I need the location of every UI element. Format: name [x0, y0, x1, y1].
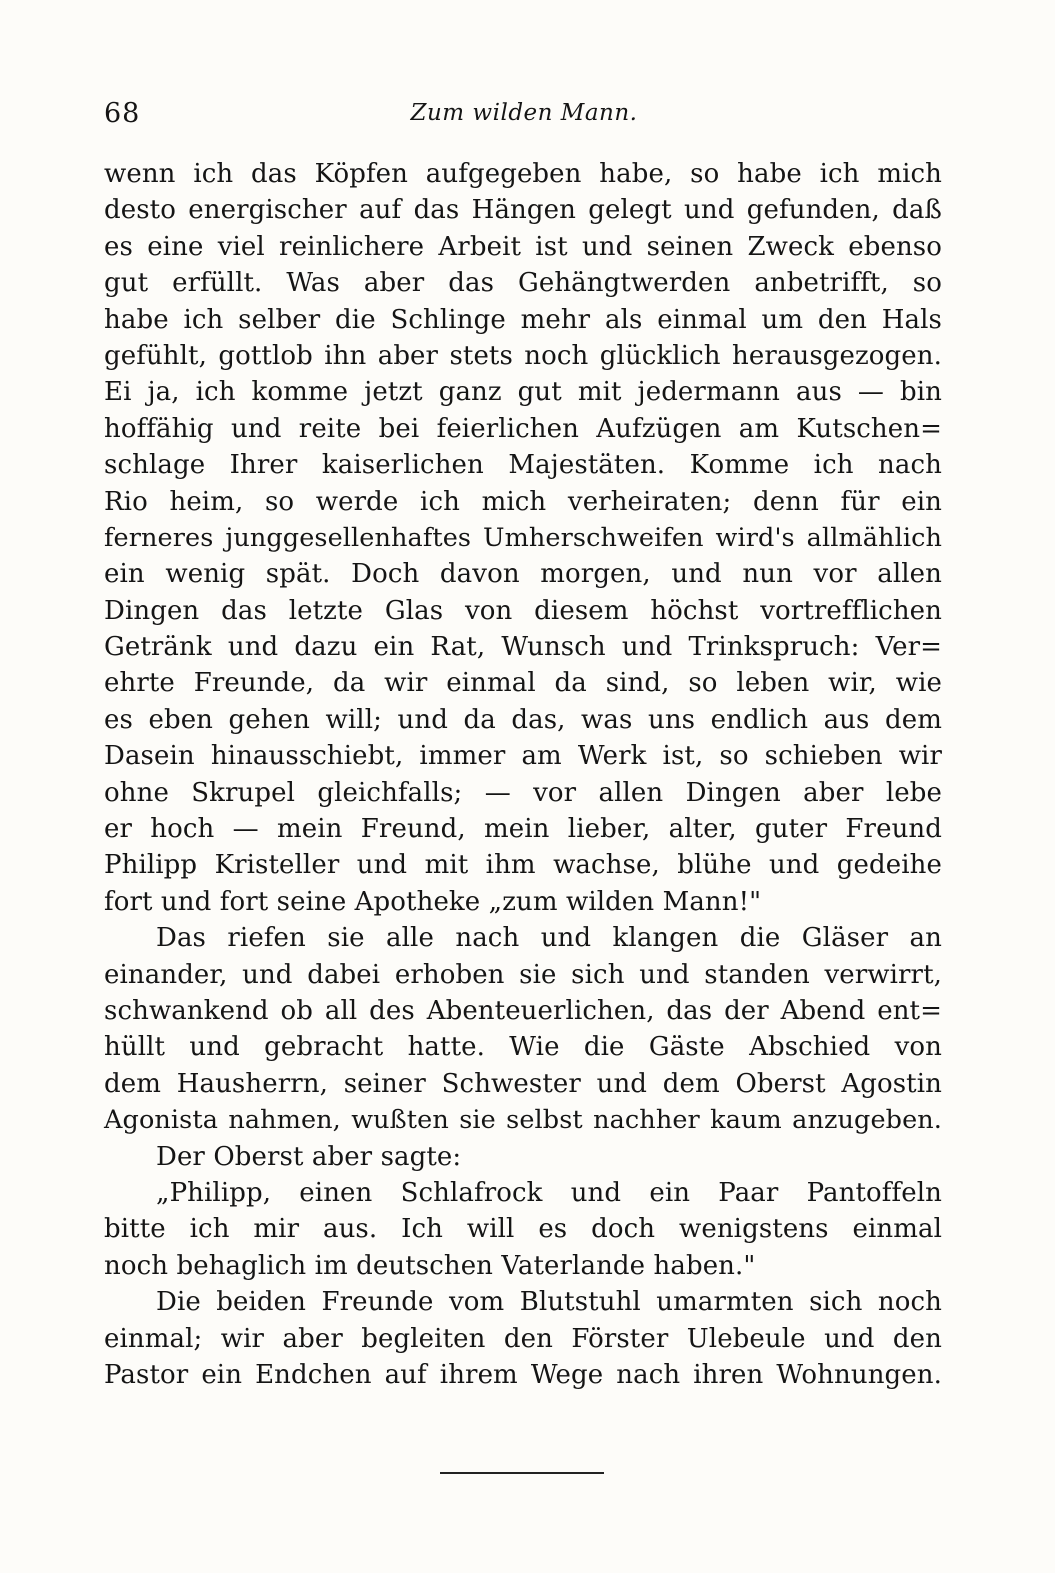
text-line: Die beiden Freunde vom Blutstuhl umarmten sich noch — [156, 1287, 942, 1318]
text-line: Ei ja, ich komme jetzt ganz gut mit jedermann aus — bin — [104, 377, 942, 408]
end-rule — [440, 1472, 604, 1474]
body-text — [104, 156, 942, 1393]
text-line: ein wenig spät. Doch davon morgen, und nun vor allen — [104, 559, 942, 590]
text-line: bitte ich mir aus. Ich will es doch wenigstens einmal — [104, 1214, 942, 1245]
page-number: 68 — [104, 98, 141, 129]
text-line: ferneres junggesellenhaftes Umherschweifen wird's allmählich — [104, 522, 942, 553]
text-line: Getränk und dazu ein Rat, Wunsch und Trinkspruch: Ver= — [104, 632, 942, 663]
text-line: Rio heim, so werde ich mich verheiraten; denn für ein — [104, 486, 942, 517]
running-title: Zum wilden Mann. — [410, 100, 638, 126]
text-line: Dingen das letzte Glas von diesem höchst vortrefflichen — [104, 595, 942, 626]
text-line: „Philipp, einen Schlafrock und ein Paar Pantoffeln — [156, 1177, 942, 1208]
text-line: schlage Ihrer kaiserlichen Majestäten. Komme ich nach — [104, 450, 942, 481]
text-line: Das riefen sie alle nach und klangen die Gläser an — [156, 923, 942, 954]
text-line: habe ich selber die Schlinge mehr als einmal um den Hals — [104, 304, 942, 335]
text-line: Agonista nahmen, wußten sie selbst nachher kaum anzugeben. — [104, 1105, 942, 1136]
text-line: desto energischer auf das Hängen gelegt und gefunden, daß — [104, 195, 942, 226]
text-line: schwankend ob all des Abenteuerlichen, das der Abend ent= — [104, 995, 942, 1026]
text-line: gut erfüllt. Was aber das Gehängtwerden anbetrifft, so — [104, 268, 942, 299]
text-line: hoffähig und reite bei feierlichen Aufzügen am Kutschen= — [104, 413, 942, 444]
text-line: fort und fort seine Apotheke „zum wilden Mann!" — [104, 886, 762, 917]
text-line: ohne Skrupel gleichfalls; — vor allen Dingen aber lebe — [104, 777, 942, 808]
text-line: Dasein hinausschiebt, immer am Werk ist, so schieben wir — [104, 741, 942, 772]
text-line: gefühlt, gottlob ihn aber stets noch glücklich herausgezogen. — [104, 340, 942, 371]
text-line: hüllt und gebracht hatte. Wie die Gäste Abschied von — [104, 1032, 942, 1063]
text-line: es eine viel reinlichere Arbeit ist und seinen Zweck ebenso — [104, 231, 942, 262]
text-line: Der Oberst aber sagte: — [156, 1141, 462, 1172]
text-line: einander, und dabei erhoben sie sich und standen verwirrt, — [104, 959, 942, 990]
text-line: ehrte Freunde, da wir einmal da sind, so leben wir, wie — [104, 668, 942, 699]
page-header — [104, 98, 944, 138]
text-line: einmal; wir aber begleiten den Förster Ulebeule und den — [104, 1323, 942, 1354]
text-line: er hoch — mein Freund, mein lieber, alter, guter Freund — [104, 814, 942, 845]
text-line: Philipp Kristeller und mit ihm wachse, blühe und gedeihe — [104, 850, 942, 881]
text-line: dem Hausherrn, seiner Schwester und dem Oberst Agostin — [104, 1068, 942, 1099]
text-line: Pastor ein Endchen auf ihrem Wege nach ihren Wohnungen. — [104, 1359, 942, 1390]
text-line: es eben gehen will; und da das, was uns endlich aus dem — [104, 704, 942, 735]
text-line: noch behaglich im deutschen Vaterlande haben." — [104, 1250, 756, 1281]
text-line: wenn ich das Köpfen aufgegeben habe, so habe ich mich — [104, 159, 942, 189]
